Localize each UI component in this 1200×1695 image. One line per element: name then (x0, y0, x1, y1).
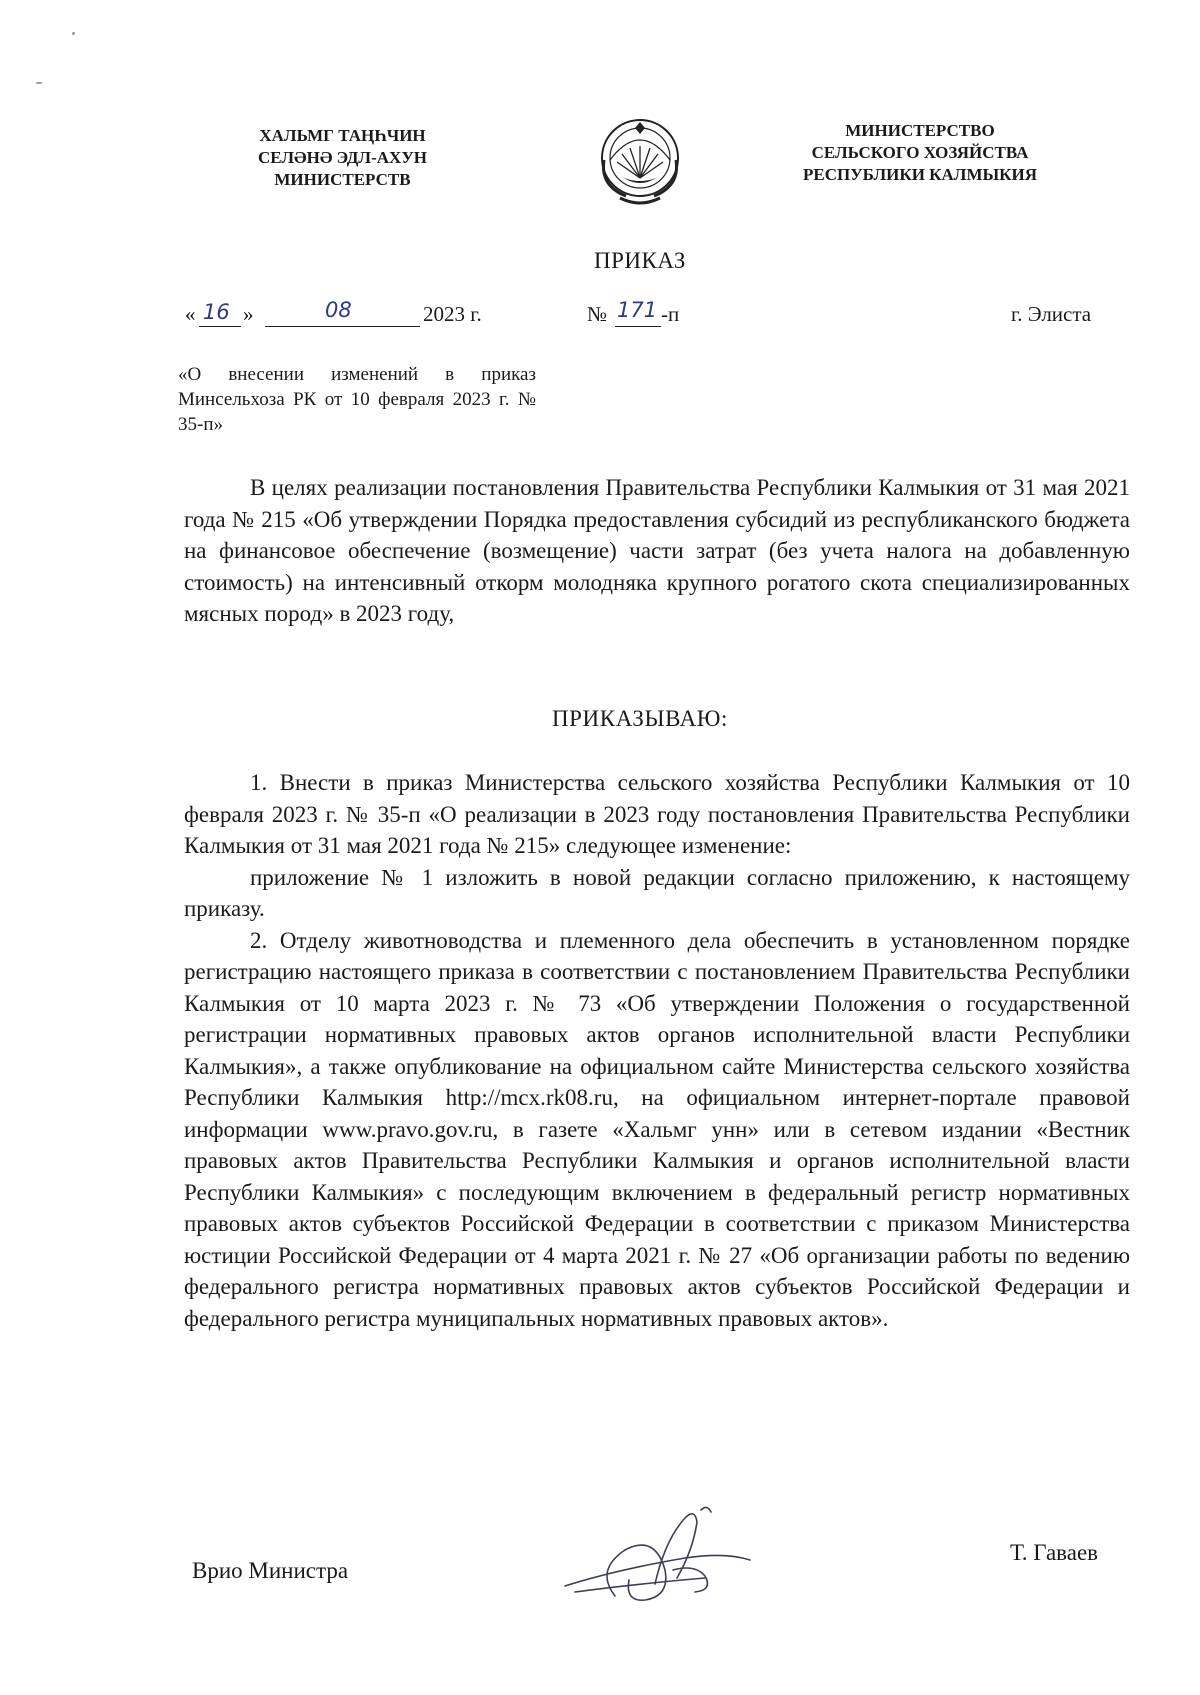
signatory-position: Врио Министра (192, 1558, 349, 1583)
order-item: 2. Отделу животноводства и племенного дела обеспечить в установленном порядке регистрацию настоящего приказа в соответствии с постановлением Правительства Республики Калмыкия от 10 марта 2023 г. № 73 «Об утверждении Положения о государственной регистрации нормативных правовых актов органов исполнительной власти Республики Калмыкия», а также опубликование на официальном сайте Министерства сельского хозяйства Республики Калмыкия http://mcx.rk08.ru, на официальном интернет-портале правовой информации www.pravo.gov.ru, в газете «Хальмг унн» или в сетевом издании «Вестник правовых актов Правительства Республики Калмыкия и органов исполнительной власти Республики Калмыкия» с последующим включением в федеральный регистр нормативных правовых актов субъектов Российской Федерации в соответствии с приказом Министерства юстиции Российской Федерации от 4 марта 2021 г. № 27 «Об организации работы по ведению федерального регистра нормативных правовых актов субъектов Российской Федерации и федерального регистра муниципальных нормативных правовых актов». (184, 927, 1130, 1331)
handwritten-signature (555, 1500, 755, 1620)
order-number: 171 (617, 298, 658, 322)
preamble-block (184, 472, 1130, 630)
coat-of-arms-emblem-icon (590, 100, 690, 210)
order-item: приложение № 1 изложить в новой редакции согласно приложению, к настоящему приказу. (184, 864, 1130, 921)
ministry-name-kalmyk (210, 125, 475, 191)
signatory-name: Т. Гаваев (1010, 1540, 1099, 1565)
date-open-quote: « (185, 302, 196, 326)
date-close-quote: » (243, 302, 254, 326)
ministry-name-russian (770, 120, 1070, 186)
order-subject: «О внесении изменений в приказ Минсельхоза РК от 10 февраля 2023 г. № 35-п» (178, 364, 536, 435)
header-left-line: МИНИСТЕРСТВ (274, 170, 411, 189)
order-item: 1. Внести в приказ Министерства сельского хозяйства Республики Калмыкия от 10 февраля 2023 г. № 35-п «О реализации в 2023 году постановления Правительства Республики Калмыкия от 31 мая 2021 года № 215» следующее изменение: (184, 770, 1130, 858)
header-right-line: МИНИСТЕРСТВО (845, 121, 995, 140)
order-number-sign: № (587, 302, 608, 326)
header-left-line: ХАЛЬМГ ТАҢҺЧИН (259, 126, 426, 145)
header-right-line: РЕСПУБЛИКИ КАЛМЫКИЯ (802, 165, 1038, 184)
date-month: 08 (325, 298, 352, 322)
header-left-line: СЕЛӘНӘ ЭДЛ-АХУН (257, 148, 428, 167)
date-day: 16 (203, 300, 230, 324)
order-number-suffix: -п (661, 302, 680, 326)
header-right-line: СЕЛЬСКОГО ХОЗЯЙСТВА (811, 143, 1029, 162)
preamble-paragraph: В целях реализации постановления Правительства Республики Калмыкия от 31 мая 2021 года № 215 «Об утверждении Порядка предоставления субсидий из республиканского бюджета на финансовое обеспечение (возмещение) части затрат (без учета налога на добавленную стоимость) на интенсивный откорм молодняка крупного рогатого скота специализированных мясных пород» в 2023 году, (184, 475, 1130, 626)
order-items (184, 767, 1130, 1334)
document-title: ПРИКАЗ (594, 248, 686, 273)
order-word: ПРИКАЗЫВАЮ: (551, 706, 729, 731)
scan-speck (36, 82, 42, 84)
date-number-line (185, 298, 1125, 332)
date-year: 2023 г. (423, 302, 482, 326)
scan-speck (72, 32, 75, 35)
city: г. Элиста (1011, 302, 1092, 326)
